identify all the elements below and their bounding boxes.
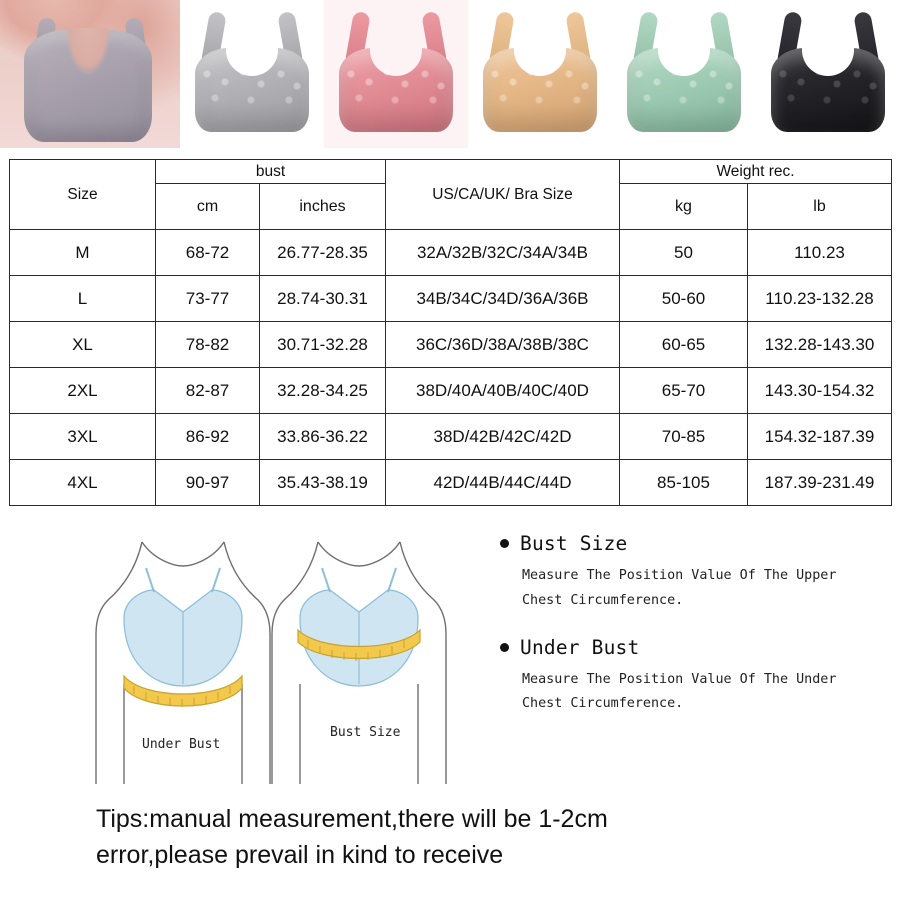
size-chart-table <box>9 159 892 506</box>
cell-size: 4XL <box>10 460 156 506</box>
cell-lb: 132.28-143.30 <box>748 322 892 368</box>
cell-cm: 86-92 <box>156 414 260 460</box>
cell-kg: 85-105 <box>620 460 748 506</box>
cell-cm: 78-82 <box>156 322 260 368</box>
bra-illustration-pink <box>333 8 459 136</box>
tips-text <box>96 802 856 873</box>
table-row <box>10 322 892 368</box>
bra-illustration-grey <box>189 8 315 136</box>
product-photo-grey-bra[interactable] <box>180 0 324 148</box>
cell-inches: 33.86-36.22 <box>260 414 386 460</box>
garment-left <box>124 568 242 686</box>
cell-cm: 82-87 <box>156 368 260 414</box>
tips-line-1: Tips:manual measurement,there will be 1-2cm <box>96 805 608 833</box>
header-size: Size <box>10 160 156 230</box>
table-header-row-top <box>10 160 892 184</box>
cell-cm: 68-72 <box>156 230 260 276</box>
note-under-bust-title <box>500 636 890 659</box>
diagram-caption-under-bust: Under Bust <box>142 737 221 752</box>
cell-kg: 60-65 <box>620 322 748 368</box>
cell-size: XL <box>10 322 156 368</box>
cell-size: L <box>10 276 156 322</box>
note-under-bust-body <box>522 668 890 718</box>
table-row <box>10 230 892 276</box>
cell-bra-size: 42D/44B/44C/44D <box>386 460 620 506</box>
header-cm: cm <box>156 184 260 230</box>
bra-lace-texture <box>343 66 449 110</box>
note-under-bust <box>500 636 890 718</box>
measurement-notes <box>500 532 890 739</box>
product-image-strip <box>0 0 900 148</box>
product-photo-black-bra[interactable] <box>756 0 900 148</box>
measurement-diagram <box>84 534 484 792</box>
cell-bra-size: 38D/40A/40B/40C/40D <box>386 368 620 414</box>
header-weight-rec: Weight rec. <box>620 160 892 184</box>
bra-illustration-green <box>621 8 747 136</box>
bullet-icon <box>500 643 509 652</box>
cell-inches: 32.28-34.25 <box>260 368 386 414</box>
model-bra-body <box>24 30 152 142</box>
note-bust-size-title <box>500 532 890 555</box>
cell-kg: 70-85 <box>620 414 748 460</box>
header-inches: inches <box>260 184 386 230</box>
cell-bra-size: 32A/32B/32C/34A/34B <box>386 230 620 276</box>
header-bra-size: US/CA/UK/ Bra Size <box>386 160 620 230</box>
note-bust-size-body <box>522 564 890 614</box>
bra-illustration-beige <box>477 8 603 136</box>
table-row <box>10 368 892 414</box>
measurement-diagram-svg <box>84 534 484 792</box>
bullet-icon <box>500 539 509 548</box>
cell-inches: 30.71-32.28 <box>260 322 386 368</box>
note-bust-size <box>500 532 890 614</box>
note-line-2: Chest Circumference. <box>522 696 684 712</box>
bra-lace-texture <box>487 66 593 110</box>
header-kg: kg <box>620 184 748 230</box>
note-line-1: Measure The Position Value Of The Upper <box>522 568 837 583</box>
cell-cm: 90-97 <box>156 460 260 506</box>
product-photo-green-bra[interactable] <box>612 0 756 148</box>
cell-lb: 187.39-231.49 <box>748 460 892 506</box>
cell-kg: 50 <box>620 230 748 276</box>
cell-inches: 26.77-28.35 <box>260 230 386 276</box>
cell-lb: 143.30-154.32 <box>748 368 892 414</box>
note-line-2: Chest Circumference. <box>522 592 684 608</box>
cell-inches: 28.74-30.31 <box>260 276 386 322</box>
table-row <box>10 276 892 322</box>
cell-size: 3XL <box>10 414 156 460</box>
bra-illustration-black <box>765 8 891 136</box>
table-row <box>10 414 892 460</box>
cell-bra-size: 34B/34C/34D/36A/36B <box>386 276 620 322</box>
tips-line-2: error,please prevail in kind to receive <box>96 840 504 869</box>
cell-lb: 154.32-187.39 <box>748 414 892 460</box>
bra-lace-texture <box>199 66 305 110</box>
cell-lb: 110.23 <box>748 230 892 276</box>
table-row <box>10 460 892 506</box>
header-bust: bust <box>156 160 386 184</box>
note-title-text: Under Bust <box>520 635 640 659</box>
cell-kg: 50-60 <box>620 276 748 322</box>
cell-cm: 73-77 <box>156 276 260 322</box>
cell-bra-size: 36C/36D/38A/38B/38C <box>386 322 620 368</box>
product-photo-beige-bra[interactable] <box>468 0 612 148</box>
bra-lace-texture <box>775 66 881 110</box>
cell-lb: 110.23-132.28 <box>748 276 892 322</box>
product-photo-pink-bra[interactable] <box>324 0 468 148</box>
bra-lace-texture <box>631 66 737 110</box>
note-title-text: Bust Size <box>520 532 628 555</box>
note-line-1: Measure The Position Value Of The Under <box>522 671 837 687</box>
cell-size: M <box>10 230 156 276</box>
cell-kg: 65-70 <box>620 368 748 414</box>
cell-bra-size: 38D/42B/42C/42D <box>386 414 620 460</box>
cell-inches: 35.43-38.19 <box>260 460 386 506</box>
diagram-caption-bust-size: Bust Size <box>330 725 401 740</box>
header-lb: lb <box>748 184 892 230</box>
garment-right <box>300 568 418 686</box>
product-photo-model-wearing-grey-bra[interactable] <box>0 0 180 148</box>
cell-size: 2XL <box>10 368 156 414</box>
